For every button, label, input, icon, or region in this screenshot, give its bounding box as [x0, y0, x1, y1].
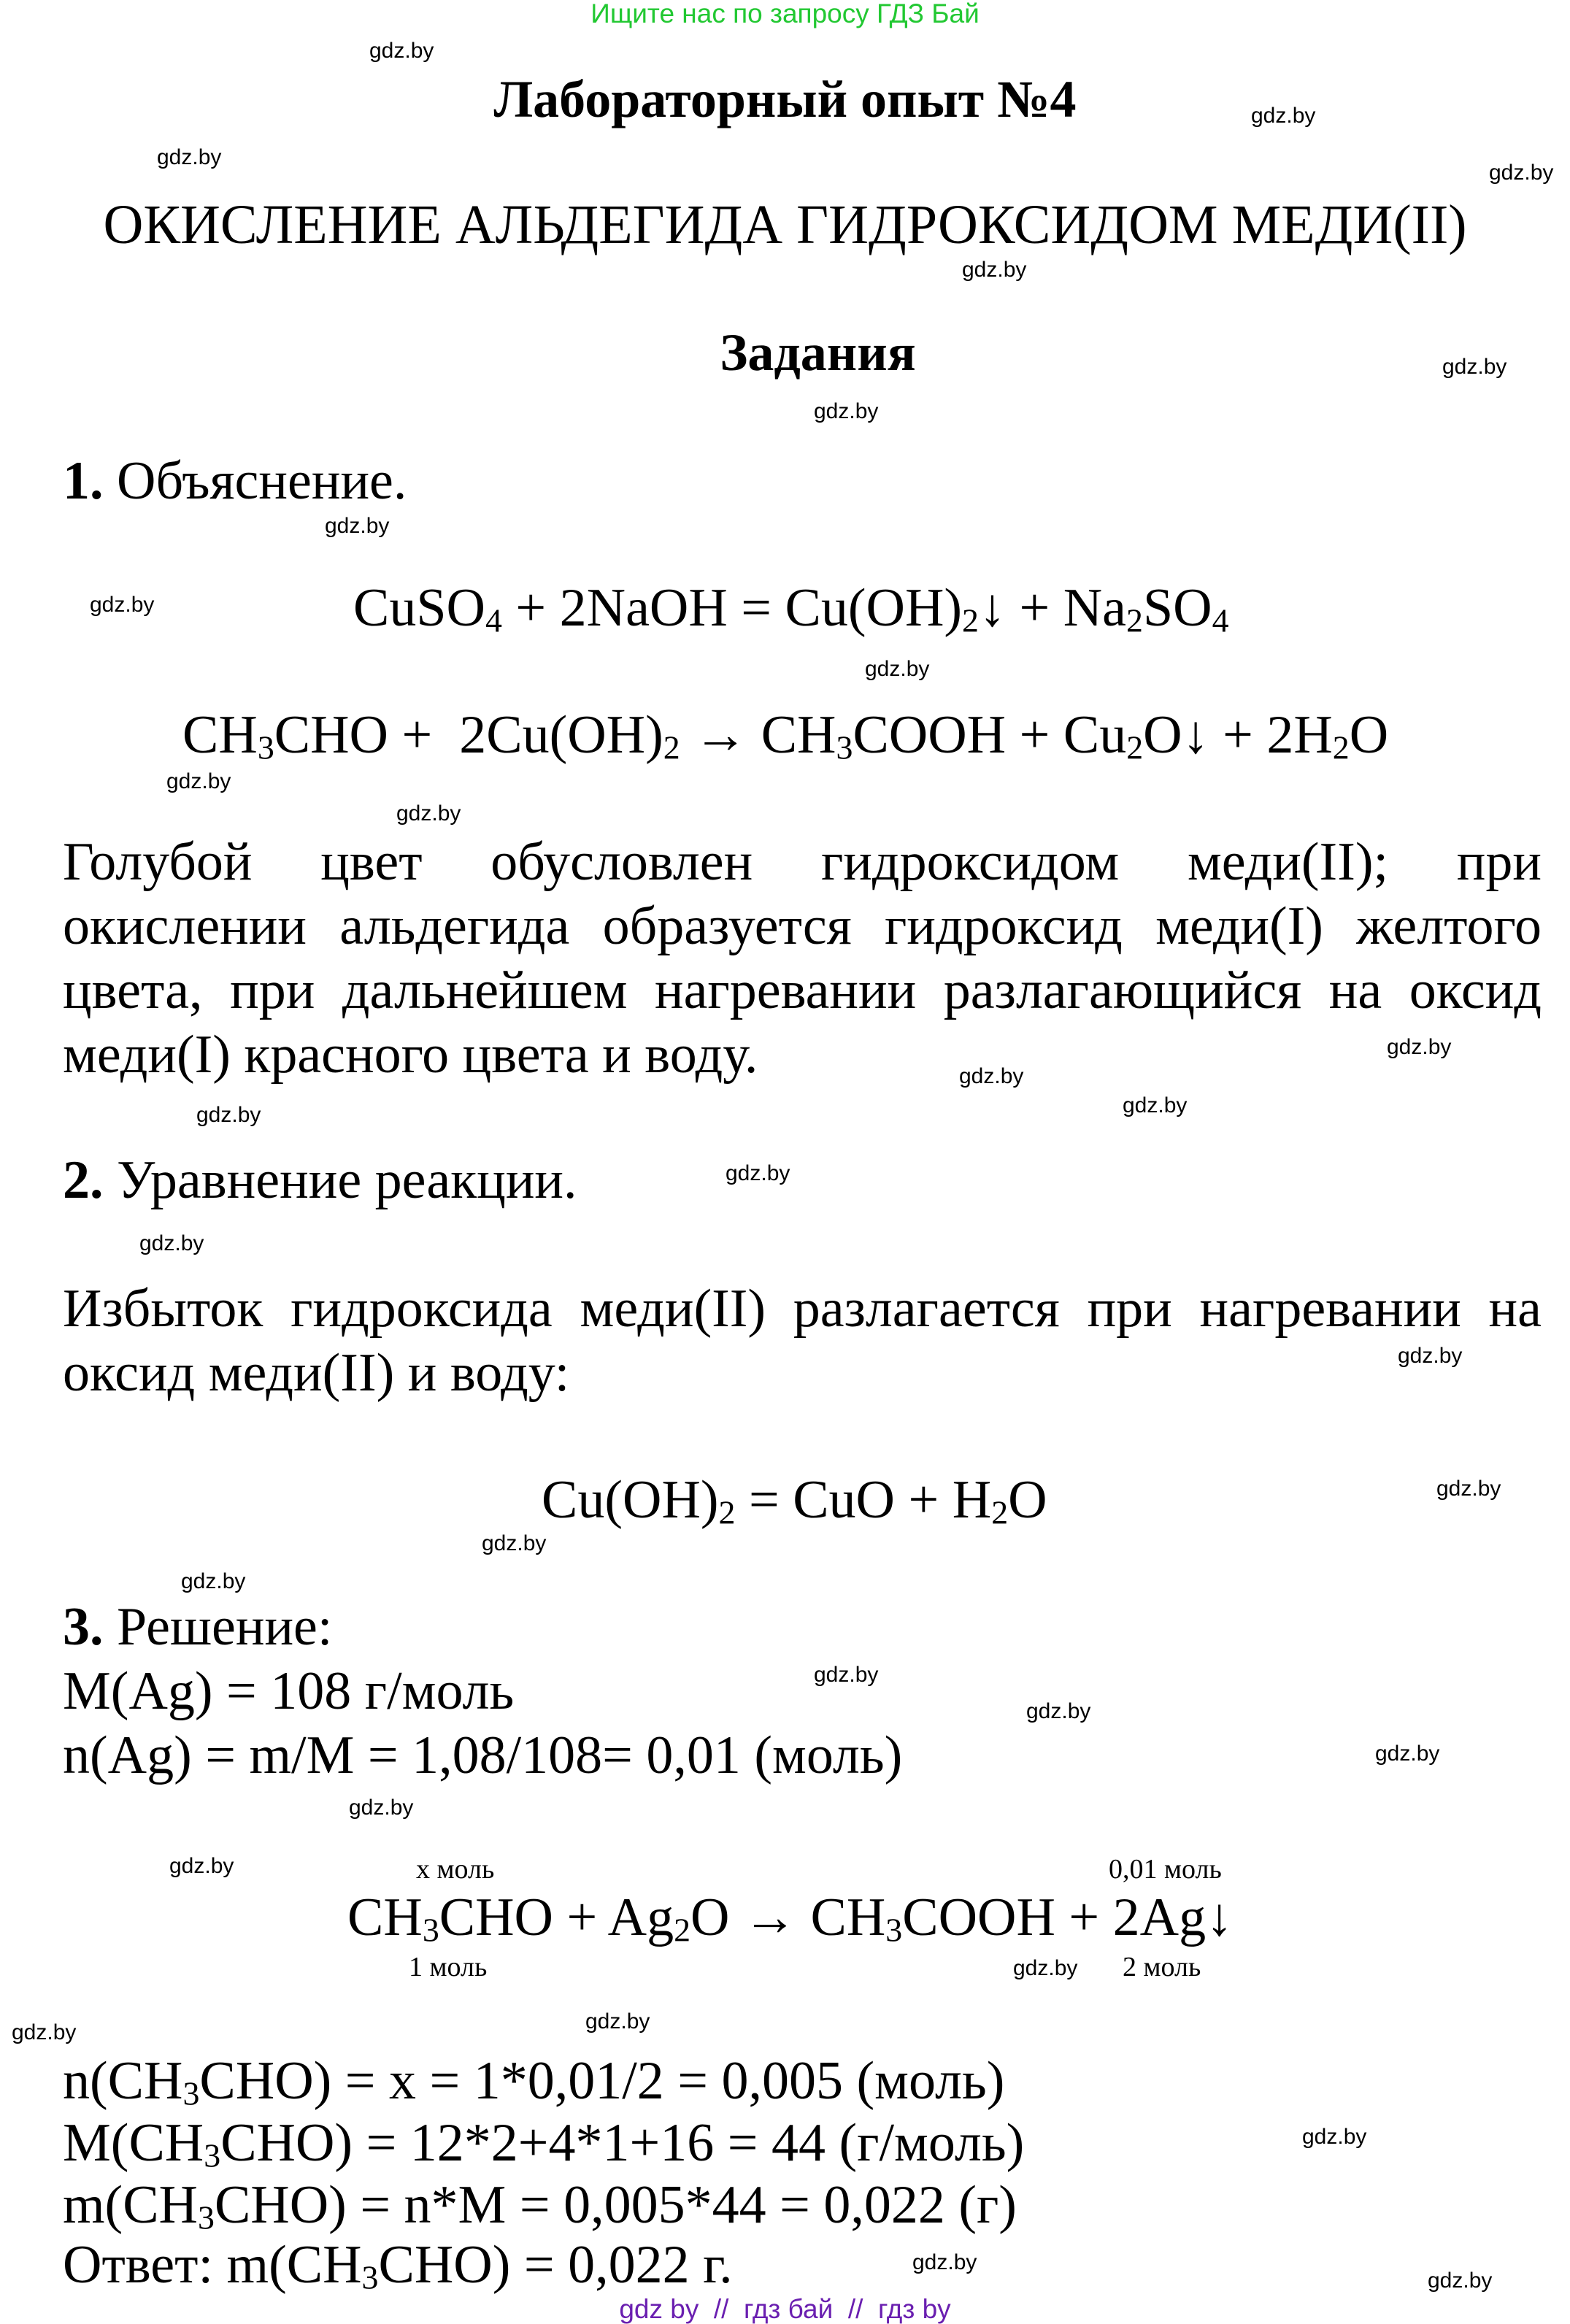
watermark: gdz.by: [1375, 1742, 1440, 1766]
answer-line: Ответ: $m(CH_3CHO) = 0,022$ г.: [63, 2235, 733, 2296]
watermark: gdz.by: [959, 1064, 1024, 1088]
watermark: gdz.by: [396, 801, 461, 826]
watermark: gdz.by: [1398, 1344, 1463, 1368]
watermark: gdz.by: [325, 514, 390, 538]
experiment-heading: ОКИСЛЕНИЕ АЛЬДЕГИДА ГИДРОКСИДОМ МЕДИ(II): [103, 194, 1467, 255]
mole-label: 2 моль: [1123, 1952, 1201, 1982]
tasks-heading: Задания: [720, 323, 916, 382]
equation-4: $CH_3CHO + Ag_2O$ → $CH_3COOH$ + 2Ag↓: [347, 1888, 1234, 1949]
equation-2: $CH_3CHO + 2Cu(OH)_2$ → $CH_3COOH$ + $Cu_2O↓ + 2H_2O$: [182, 705, 1389, 766]
section-label: Решение:: [103, 1597, 333, 1657]
watermark: gdz.by: [814, 1663, 879, 1687]
section-3-heading: [63, 1597, 333, 1657]
section-number: 2.: [63, 1150, 104, 1210]
watermark: gdz.by: [1302, 2125, 1367, 2149]
calc-line: M(Ag) = 108 г/моль: [63, 1661, 515, 1721]
watermark: gdz.by: [585, 2009, 650, 2034]
watermark: gdz.by: [1387, 1035, 1452, 1059]
paragraph-line: Голубой цвет обусловлен гидроксидом меди(II); при: [63, 832, 1542, 892]
equation-3: $Cu(OH)_2$ = CuO + $H_2O$: [542, 1470, 1047, 1531]
paragraph-line: цвета, при дальнейшем нагревании разлагающийся на оксид: [63, 961, 1542, 1020]
footer-watermark: gdz by // гдз бай // гдз by: [619, 2294, 951, 2324]
watermark: gdz.by: [726, 1161, 790, 1185]
watermark: gdz.by: [1489, 161, 1554, 185]
page-title: Лабораторный опыт №4: [493, 70, 1077, 128]
watermark: gdz.by: [1436, 1477, 1501, 1501]
watermark: gdz.by: [12, 2020, 77, 2044]
calc-line: n(Ag) = m/M = 1,08/108= 0,01 (моль): [63, 1725, 903, 1785]
watermark: gdz.by: [349, 1796, 414, 1820]
watermark: gdz.by: [1123, 1093, 1188, 1117]
watermark: gdz.by: [157, 145, 222, 169]
watermark: gdz.by: [1428, 2269, 1493, 2293]
paragraph-line: Избыток гидроксида меди(II) разлагается при нагревании на: [63, 1279, 1542, 1339]
equation-1: CuSO$_4$ + 2NaOH = $Cu(OH)_2↓ + Na_2SO_4$: [353, 578, 1229, 639]
watermark: gdz.by: [196, 1103, 261, 1127]
watermark: gdz.by: [181, 1569, 246, 1593]
section-label: Объяснение.: [103, 451, 407, 511]
watermark: gdz.by: [369, 39, 434, 63]
section-1-heading: [63, 451, 407, 511]
watermark: gdz.by: [962, 258, 1027, 282]
paragraph-line: оксид меди(II) и воду:: [63, 1343, 570, 1403]
watermark: gdz.by: [1026, 1699, 1091, 1723]
watermark: gdz.by: [166, 769, 231, 793]
watermark: gdz.by: [90, 593, 155, 617]
result-line: $M(CH_3CHO) = 12*2+4*1+16 = 44$ (г/моль): [63, 2113, 1025, 2174]
watermark: gdz.by: [912, 2250, 977, 2274]
result-line: $m(CH_3CHO) = n*M = 0,005*44 = 0,022$ (г): [63, 2175, 1017, 2236]
search-banner: Ищите нас по запросу ГДЗ Бай: [590, 0, 980, 28]
watermark: gdz.by: [865, 657, 930, 681]
result-line: $n(CH_3CHO) = x = 1*0,01/2 = 0,005$ (моль): [63, 2051, 1005, 2112]
watermark: gdz.by: [139, 1231, 204, 1255]
watermark: gdz.by: [1251, 104, 1316, 128]
watermark: gdz.by: [482, 1531, 547, 1555]
paragraph-line: меди(I) красного цвета и воду.: [63, 1025, 758, 1085]
section-label: Уравнение реакции.: [103, 1150, 577, 1210]
mole-label: 0,01 моль: [1109, 1854, 1222, 1885]
watermark: gdz.by: [814, 399, 879, 423]
section-2-heading: [63, 1150, 577, 1210]
section-number: 3.: [63, 1597, 104, 1657]
mole-label: x моль: [416, 1854, 495, 1885]
watermark: gdz.by: [169, 1854, 234, 1878]
watermark: gdz.by: [1013, 1956, 1078, 1980]
paragraph-line: окислении альдегида образуется гидроксид меди(I) желтого: [63, 896, 1542, 956]
mole-label: 1 моль: [409, 1952, 488, 1982]
watermark: gdz.by: [1442, 355, 1507, 379]
section-number: 1.: [63, 451, 104, 511]
